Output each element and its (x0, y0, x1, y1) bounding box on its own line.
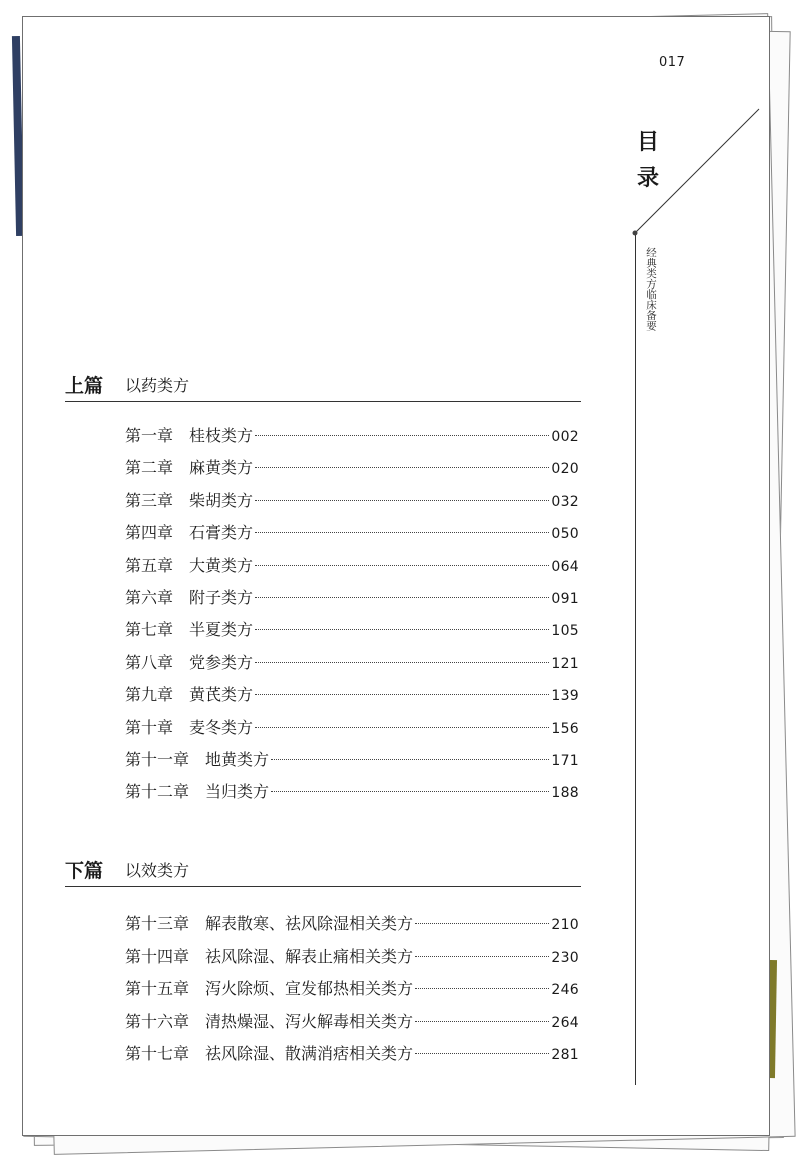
part-label: 下篇 (65, 860, 104, 882)
page-ref: 171 (551, 753, 579, 769)
page-ref: 188 (551, 785, 579, 802)
page-ref: 002 (551, 429, 579, 445)
toc-entry[interactable] (125, 455, 579, 479)
chapter-title: 当归类方 (205, 782, 270, 802)
dot-leader (415, 988, 549, 989)
dot-leader (255, 467, 549, 468)
chapter-title: 解表散寒、祛风除湿相关类方 (205, 914, 414, 933)
chapter-number: 第十七章 (125, 1044, 190, 1063)
part-subtitle: 以效类方 (125, 861, 190, 880)
dot-leader (415, 923, 549, 924)
toc-entry[interactable] (125, 585, 579, 609)
dot-leader (255, 662, 549, 663)
chapter-number: 第四章 (125, 523, 174, 543)
dot-leader (415, 1021, 549, 1022)
chapter-number: 第八章 (125, 652, 174, 672)
toc-entry[interactable] (125, 1009, 579, 1033)
toc-entry[interactable] (125, 976, 579, 1000)
page-ref: 105 (551, 623, 579, 640)
page-ref: 121 (551, 655, 579, 672)
chapter-number: 第十一章 (125, 750, 190, 769)
chapter-title: 泻火除烦、宣发郁热相关类方 (205, 979, 414, 998)
part-heading (65, 854, 581, 887)
toc-entry[interactable] (125, 1041, 579, 1065)
toc-entry[interactable] (125, 911, 579, 935)
chapter-title: 党参类方 (189, 652, 254, 672)
chapter-title: 麻黄类方 (189, 458, 254, 478)
chapter-title: 半夏类方 (189, 620, 254, 640)
chapter-number: 第十二章 (125, 782, 190, 802)
chapter-number: 第二章 (125, 458, 174, 478)
dot-leader (255, 597, 549, 598)
page-ref: 281 (551, 1047, 579, 1063)
page-ref: 050 (551, 526, 579, 543)
chapter-title: 柴胡类方 (189, 490, 254, 510)
toc-entry[interactable] (125, 682, 579, 706)
toc-entry[interactable] (125, 715, 579, 739)
chapter-title: 附子类方 (189, 588, 254, 607)
part-label: 上篇 (65, 375, 104, 397)
chapter-title: 地黄类方 (205, 750, 270, 769)
page-ref: 210 (551, 917, 579, 933)
part-subtitle: 以药类方 (125, 376, 190, 395)
dot-leader (255, 500, 549, 501)
chapter-number: 第十章 (125, 717, 174, 737)
dot-leader (415, 1053, 549, 1054)
part-heading (65, 369, 581, 402)
toc-entry[interactable] (125, 520, 579, 544)
chapter-title: 祛风除湿、散满消痞相关类方 (205, 1044, 414, 1063)
page-number: 017 (659, 55, 686, 70)
page-ref: 139 (551, 688, 579, 705)
chapter-number: 第七章 (125, 620, 174, 640)
toc-title: 目录 (636, 130, 659, 191)
toc-entry[interactable] (125, 423, 579, 447)
series-title: 经典类方临床备要 (645, 247, 657, 331)
chapter-title: 桂枝类方 (189, 426, 254, 445)
dot-leader (255, 727, 549, 728)
chapter-number: 第九章 (125, 685, 174, 705)
chapter-number: 第六章 (125, 588, 174, 607)
page-ref: 020 (551, 461, 579, 478)
toc-entry[interactable] (125, 650, 579, 674)
dot-leader (271, 791, 549, 792)
page-ref: 230 (551, 949, 579, 966)
page-ref: 032 (551, 493, 579, 510)
chapter-title: 黄芪类方 (189, 685, 254, 705)
toc-entry[interactable] (125, 553, 579, 577)
chapter-title: 石膏类方 (189, 523, 254, 543)
chapter-number: 第十六章 (125, 1011, 190, 1031)
page-ref: 064 (551, 558, 579, 575)
toc-entry[interactable] (125, 488, 579, 512)
chapter-number: 第三章 (125, 490, 174, 510)
dot-leader (255, 694, 549, 695)
toc-entry[interactable] (125, 747, 579, 771)
page-ref: 246 (551, 982, 579, 998)
chapter-number: 第十五章 (125, 979, 190, 998)
chapter-title: 清热燥湿、泻火解毒相关类方 (205, 1011, 414, 1031)
dot-leader (271, 759, 549, 760)
dot-leader (415, 956, 549, 957)
chapter-number: 第十三章 (125, 914, 190, 933)
toc-entry[interactable] (125, 617, 579, 641)
dot-leader (255, 629, 549, 630)
toc-entry[interactable] (125, 779, 579, 803)
dot-leader (255, 435, 549, 436)
chapter-title: 祛风除湿、解表止痛相关类方 (205, 946, 414, 966)
page-ref: 156 (551, 720, 579, 737)
chapter-number: 第十四章 (125, 946, 190, 966)
chapter-number: 第五章 (125, 555, 174, 575)
chapter-title: 大黄类方 (189, 555, 254, 575)
dot-leader (255, 532, 549, 533)
page-ref: 264 (551, 1014, 579, 1031)
page-ref: 091 (551, 591, 579, 607)
vertical-rule (635, 235, 636, 1085)
chapter-title: 麦冬类方 (189, 717, 254, 737)
toc-entry[interactable] (125, 944, 579, 968)
dot-leader (255, 565, 549, 566)
chapter-number: 第一章 (125, 426, 174, 445)
decorative-line (23, 17, 769, 257)
toc-page (22, 16, 770, 1136)
